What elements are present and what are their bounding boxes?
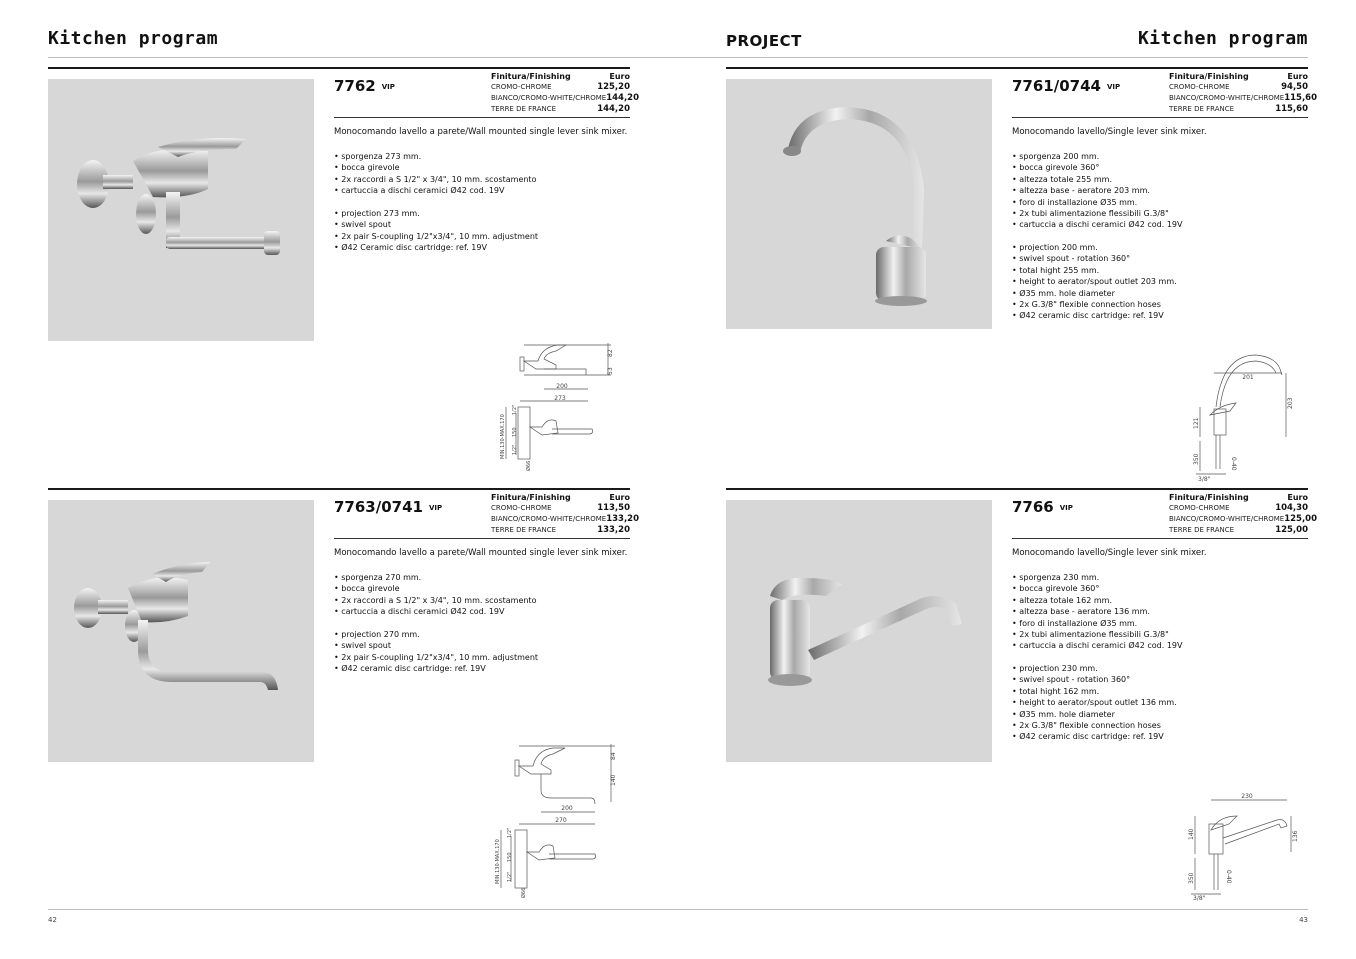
price-table <box>491 71 640 115</box>
technical-drawing <box>1181 790 1305 902</box>
finishing-label: Finitura/Finishing <box>491 493 571 502</box>
dim-label: 270 <box>555 817 567 824</box>
product-description: Monocomando lavello a parete/Wall mounted single lever sink mixer. <box>334 548 628 558</box>
currency-label: Euro <box>1287 72 1308 81</box>
features-english <box>1012 663 1177 743</box>
product-photo <box>48 79 314 341</box>
finish-price: 104,30 <box>1275 503 1308 513</box>
feature-item: • sporgenza 200 mm. <box>1012 152 1100 161</box>
dim-label: 53 <box>607 367 614 375</box>
feature-item: • foro di installazione Ø35 mm. <box>1012 197 1138 207</box>
feature-item: • sporgenza 273 mm. <box>334 152 422 161</box>
feature-item: • projection 200 mm. <box>1012 243 1098 252</box>
card-top-rule <box>48 488 630 490</box>
features-italian <box>334 572 536 618</box>
dim-label: 82 <box>607 349 614 357</box>
features-english <box>1012 242 1177 322</box>
feature-item: • Ø42 ceramic disc cartridge: ref. 19V <box>1012 732 1164 742</box>
product-description: Monocomando lavello/Single lever sink mixer. <box>1012 127 1207 137</box>
vip-badge: VIP <box>428 504 443 512</box>
dim-label: 200 <box>561 805 573 812</box>
technical-drawing <box>491 740 621 900</box>
feature-item: • total hight 255 mm. <box>1012 265 1100 275</box>
finish-price: 144,20 <box>606 93 640 103</box>
finish-price: 125,00 <box>1275 525 1308 535</box>
product-card <box>48 67 640 477</box>
finish-price: 144,20 <box>597 104 630 114</box>
dim-label: 121 <box>1193 417 1200 429</box>
feature-item: • height to aerator/spout outlet 203 mm. <box>1012 277 1177 287</box>
product-description: Monocomando lavello a parete/Wall mounted single lever sink mixer. <box>334 127 628 137</box>
wall-sink-mixer-low-spout-photo-icon <box>48 500 314 762</box>
product-photo <box>726 79 992 329</box>
features-italian <box>1012 151 1183 231</box>
feature-item: • 2x tubi alimentazione flessibili G.3/8" <box>1012 209 1169 219</box>
product-code <box>1012 498 1073 516</box>
feature-item: • bocca girevole 360° <box>1012 584 1100 594</box>
features-english <box>334 629 538 675</box>
product-photo <box>48 500 314 762</box>
price-table <box>1169 492 1318 536</box>
dim-label: 1/2" <box>507 871 513 882</box>
page-number-left: 42 <box>48 916 57 924</box>
price-rule <box>1012 538 1308 539</box>
dim-label: Ø66 <box>521 887 527 898</box>
dim-label: MIN.130-MAX.170 <box>500 414 506 459</box>
dim-label: 200 <box>556 383 568 390</box>
feature-item: • sporgenza 230 mm. <box>1012 573 1100 582</box>
dim-label: 350 <box>1193 453 1200 465</box>
feature-item: • bocca girevole <box>334 584 400 594</box>
dim-label: 1/2" <box>512 444 518 455</box>
page-title-left: Kitchen program <box>48 28 219 49</box>
feature-item: • Ø35 mm. hole diameter <box>1012 288 1115 298</box>
finish-name: CROMO-CHROME <box>491 83 552 91</box>
finish-name: BIANCO/CROMO-WHITE/CHROME <box>491 515 607 523</box>
feature-item: • cartuccia a dischi ceramici Ø42 cod. 19V <box>1012 641 1183 651</box>
finish-price: 115,60 <box>1275 104 1308 114</box>
feature-item: • 2x raccordi a S 1/2" x 3/4", 10 mm. scostamento <box>334 174 537 184</box>
finish-price: 133,20 <box>597 525 630 535</box>
feature-item: • altezza totale 162 mm. <box>1012 595 1112 605</box>
currency-label: Euro <box>1287 493 1308 502</box>
feature-item: • Ø42 Ceramic disc cartridge: ref. 19V <box>334 243 487 253</box>
feature-item: • cartuccia a dischi ceramici Ø42 cod. 19V <box>334 186 505 196</box>
dim-label: 150 <box>507 852 513 862</box>
feature-item: • bocca girevole 360° <box>1012 163 1100 173</box>
page-title-right: Kitchen program <box>1137 28 1308 49</box>
finish-name: TERRE DE FRANCE <box>491 526 557 534</box>
feature-item: • altezza base - aeratore 203 mm. <box>1012 186 1150 196</box>
dim-label: 140 <box>1188 828 1195 840</box>
feature-item: • height to aerator/spout outlet 136 mm. <box>1012 698 1177 708</box>
dim-label: 230 <box>1241 793 1253 800</box>
product-photo <box>726 500 992 762</box>
dim-label: 203 <box>1287 397 1294 409</box>
finish-name: TERRE DE FRANCE <box>1169 105 1235 113</box>
header-divider <box>48 57 1308 58</box>
card-top-rule <box>48 67 630 69</box>
finish-price: 113,50 <box>597 503 630 513</box>
price-table <box>491 492 640 536</box>
feature-item: • foro di installazione Ø35 mm. <box>1012 618 1138 628</box>
dim-label: 84 <box>610 752 617 760</box>
features-italian <box>1012 572 1183 652</box>
feature-item: • 2x G.3/8" flexible connection hoses <box>1012 721 1161 731</box>
finishing-label: Finitura/Finishing <box>1169 493 1249 502</box>
finish-price: 133,20 <box>606 514 640 524</box>
feature-item: • sporgenza 270 mm. <box>334 573 422 582</box>
feature-item: • 2x pair S-coupling 1/2"x3/4", 10 mm. adjustment <box>334 231 539 241</box>
finish-name: CROMO-CHROME <box>491 504 552 512</box>
feature-item: • 2x pair S-coupling 1/2"x3/4", 10 mm. adjustment <box>334 652 539 662</box>
currency-label: Euro <box>609 493 630 502</box>
finish-name: CROMO-CHROME <box>1169 504 1230 512</box>
card-top-rule <box>726 488 1308 490</box>
finish-price: 125,00 <box>1284 514 1318 524</box>
finish-name: TERRE DE FRANCE <box>1169 526 1235 534</box>
high-spout-sink-mixer-photo-icon <box>726 79 992 329</box>
product-code-text: 7762 <box>334 77 376 95</box>
dim-label: 273 <box>554 395 566 402</box>
feature-item: • swivel spout - rotation 360° <box>1012 675 1131 685</box>
feature-item: • 2x raccordi a S 1/2" x 3/4", 10 mm. scostamento <box>334 595 537 605</box>
feature-item: • total hight 162 mm. <box>1012 686 1100 696</box>
feature-item: • 2x G.3/8" flexible connection hoses <box>1012 300 1161 310</box>
dim-label: 1/2" <box>512 404 518 415</box>
product-card <box>726 488 1318 902</box>
feature-item: • Ø35 mm. hole diameter <box>1012 709 1115 719</box>
dim-label: 201 <box>1242 374 1254 381</box>
dim-label: MIN.130-MAX.170 <box>495 839 501 884</box>
feature-item: • altezza totale 255 mm. <box>1012 174 1112 184</box>
feature-item: • bocca girevole <box>334 163 400 173</box>
finish-name: BIANCO/CROMO-WHITE/CHROME <box>1169 94 1285 102</box>
product-code-text: 7766 <box>1012 498 1054 516</box>
price-rule <box>334 538 630 539</box>
section-title: PROJECT <box>726 32 802 50</box>
product-code <box>334 77 395 95</box>
features-english <box>334 208 538 254</box>
product-code <box>1012 77 1120 95</box>
dim-label: 350 <box>1188 872 1195 884</box>
finish-price: 115,60 <box>1284 93 1318 103</box>
features-italian <box>334 151 536 197</box>
vip-badge: VIP <box>381 83 395 91</box>
feature-item: • swivel spout <box>334 220 391 230</box>
product-card <box>48 488 640 898</box>
finishing-label: Finitura/Finishing <box>1169 72 1249 81</box>
price-rule <box>1012 117 1308 118</box>
finishing-label: Finitura/Finishing <box>491 72 571 81</box>
technical-drawing <box>496 337 620 472</box>
low-spout-sink-mixer-photo-icon <box>726 500 992 762</box>
feature-item: • swivel spout - rotation 360° <box>1012 254 1131 264</box>
currency-label: Euro <box>609 72 630 81</box>
dim-label: 0-40 <box>1225 870 1232 884</box>
finish-name: BIANCO/CROMO-WHITE/CHROME <box>1169 515 1285 523</box>
wall-sink-mixer-photo-icon <box>48 79 314 341</box>
page-number-right: 43 <box>1299 916 1308 924</box>
feature-item: • altezza base - aeratore 136 mm. <box>1012 607 1150 617</box>
dim-label: 136 <box>1292 830 1299 842</box>
product-card <box>726 67 1318 483</box>
finish-price: 94,50 <box>1281 82 1308 92</box>
technical-drawing <box>1186 349 1302 483</box>
feature-item: • swivel spout <box>334 641 391 651</box>
price-rule <box>334 117 630 118</box>
finish-name: BIANCO/CROMO-WHITE/CHROME <box>491 94 607 102</box>
dim-label: 3/8" <box>1193 895 1206 902</box>
product-description: Monocomando lavello/Single lever sink mixer. <box>1012 548 1207 558</box>
dim-label: 1/2" <box>507 827 513 838</box>
feature-item: • Ø42 ceramic disc cartridge: ref. 19V <box>334 664 486 674</box>
finish-name: TERRE DE FRANCE <box>491 105 557 113</box>
product-code-text: 7761/0744 <box>1012 77 1101 95</box>
feature-item: • projection 270 mm. <box>334 630 420 639</box>
card-top-rule <box>726 67 1308 69</box>
feature-item: • cartuccia a dischi ceramici Ø42 cod. 19V <box>334 607 505 617</box>
feature-item: • 2x tubi alimentazione flessibili G.3/8" <box>1012 630 1169 640</box>
product-code-text: 7763/0741 <box>334 498 423 516</box>
dim-label: Ø66 <box>526 460 532 471</box>
product-code <box>334 498 442 516</box>
finish-name: CROMO-CHROME <box>1169 83 1230 91</box>
price-table <box>1169 71 1318 115</box>
dim-label: 0-40 <box>1230 457 1237 471</box>
dim-label: 3/8" <box>1198 476 1211 483</box>
dim-label: 150 <box>512 427 518 437</box>
feature-item: • cartuccia a dischi ceramici Ø42 cod. 19V <box>1012 220 1183 230</box>
feature-item: • projection 273 mm. <box>334 209 420 218</box>
footer-divider <box>48 909 1308 910</box>
vip-badge: VIP <box>1106 83 1121 91</box>
dim-label: 140 <box>610 774 617 786</box>
feature-item: • Ø42 ceramic disc cartridge: ref. 19V <box>1012 311 1164 321</box>
finish-price: 125,20 <box>597 82 630 92</box>
feature-item: • projection 230 mm. <box>1012 664 1098 673</box>
vip-badge: VIP <box>1059 504 1073 512</box>
